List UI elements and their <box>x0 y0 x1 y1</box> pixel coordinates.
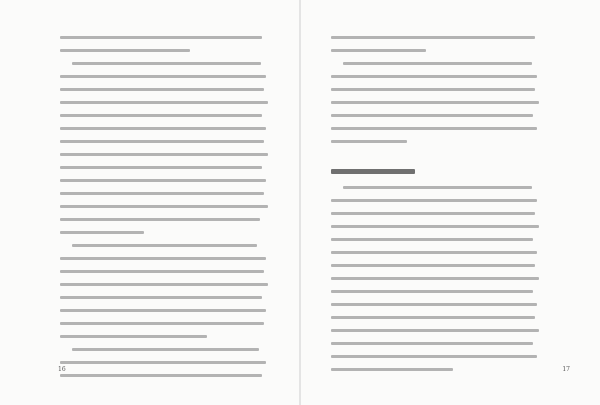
text-line <box>60 296 262 299</box>
text-line <box>331 212 535 215</box>
text-line <box>60 153 268 156</box>
text-line <box>60 335 207 338</box>
text-line <box>331 251 537 254</box>
section-gap <box>331 153 541 167</box>
text-line <box>331 238 533 241</box>
text-line <box>331 114 533 117</box>
text-line <box>331 140 407 143</box>
text-line <box>331 88 535 91</box>
text-line <box>331 303 537 306</box>
text-line <box>331 225 539 228</box>
text-line <box>331 199 537 202</box>
left-page-body <box>60 36 270 387</box>
text-line <box>60 114 262 117</box>
text-line <box>331 101 539 104</box>
section-heading <box>331 169 415 174</box>
text-line <box>331 277 539 280</box>
right-page <box>301 0 600 405</box>
text-line <box>60 374 262 377</box>
text-line <box>60 75 266 78</box>
text-line <box>331 264 535 267</box>
text-line <box>343 62 532 65</box>
text-line <box>331 329 539 332</box>
text-line <box>60 179 266 182</box>
text-line <box>60 192 264 195</box>
text-line <box>72 62 261 65</box>
text-line <box>331 127 537 130</box>
text-line <box>60 270 264 273</box>
text-line <box>331 49 426 52</box>
text-line <box>60 49 190 52</box>
text-line <box>60 283 268 286</box>
text-line <box>60 205 268 208</box>
right-page-body <box>331 36 541 381</box>
text-line <box>331 342 533 345</box>
text-line <box>60 231 144 234</box>
text-line <box>331 36 535 39</box>
page-number: 16 <box>58 366 66 373</box>
text-line <box>331 355 537 358</box>
text-line <box>331 75 537 78</box>
text-line <box>60 309 266 312</box>
text-line <box>60 218 260 221</box>
text-line <box>60 88 264 91</box>
text-line <box>331 316 535 319</box>
text-line <box>72 348 259 351</box>
text-line <box>60 127 266 130</box>
text-line <box>331 290 533 293</box>
text-line <box>60 361 266 364</box>
text-line <box>60 166 262 169</box>
left-page <box>0 0 299 405</box>
text-line <box>72 244 257 247</box>
text-line <box>343 186 532 189</box>
text-line <box>60 322 264 325</box>
text-line <box>331 368 453 371</box>
text-line <box>60 101 268 104</box>
text-line <box>60 36 262 39</box>
page-number: 17 <box>562 366 570 373</box>
text-line <box>60 140 264 143</box>
text-line <box>60 257 266 260</box>
